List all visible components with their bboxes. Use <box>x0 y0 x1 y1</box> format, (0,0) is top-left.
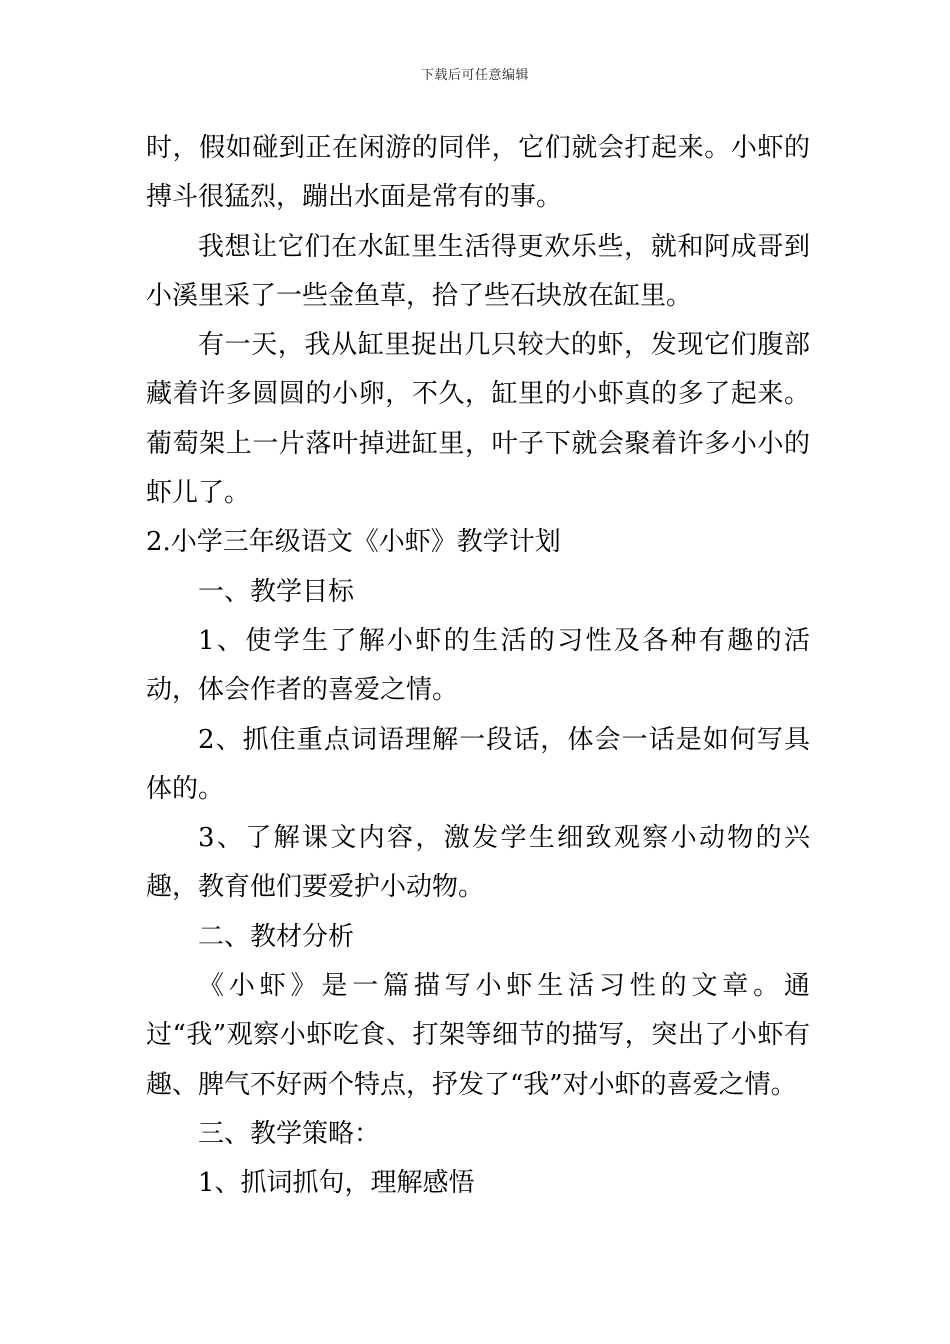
goal-item-3: 3、了解课文内容，激发学生细致观察小动物的兴趣，教育他们要爱护小动物。 <box>146 823 810 903</box>
paragraph-continuation: 时，假如碰到正在闲游的同伴，它们就会打起来。小虾的搏斗很猛烈，蹦出水面是常有的事。 <box>146 133 810 213</box>
section-title-teaching-plan: 2.小学三年级语文《小虾》教学计划 <box>146 527 561 558</box>
document-body <box>146 124 810 1209</box>
goal-item-2: 2、抓住重点词语理解一段话，体会一话是如何写具体的。 <box>146 724 810 804</box>
goal-item-1: 1、使学生了解小虾的生活的习性及各种有趣的活动，体会作者的喜爱之情。 <box>146 625 810 706</box>
strategy-item-1: 1、抓词抓句，理解感悟 <box>198 1168 475 1199</box>
heading-teaching-strategy: 三、教学策略： <box>198 1118 381 1149</box>
heading-material-analysis: 二、教材分析 <box>198 921 355 952</box>
paragraph-water-tank: 我想让它们在水缸里生活得更欢乐些，就和阿成哥到小溪里采了一些金鱼草，拾了些石块放在缸里。 <box>146 231 810 311</box>
page-header-note: 下载后可任意编辑 <box>420 68 529 83</box>
paragraph-material-analysis: 《小虾》是一篇描写小虾生活习性的文章。通过“我”观察小虾吃食、打架等细节的描写，突出了小虾有趣、脾气不好两个特点，抒发了“我”对小虾的喜爱之情。 <box>146 971 810 1100</box>
heading-teaching-goals: 一、教学目标 <box>198 576 355 607</box>
paragraph-shrimp-eggs: 有一天，我从缸里捉出几只较大的虾，发现它们腹部藏着许多圆圆的小卵，不久，缸里的小虾真的多了起来。葡萄架上一片落叶掉进缸里，叶子下就会聚着许多小小的虾儿了。 <box>146 330 810 509</box>
